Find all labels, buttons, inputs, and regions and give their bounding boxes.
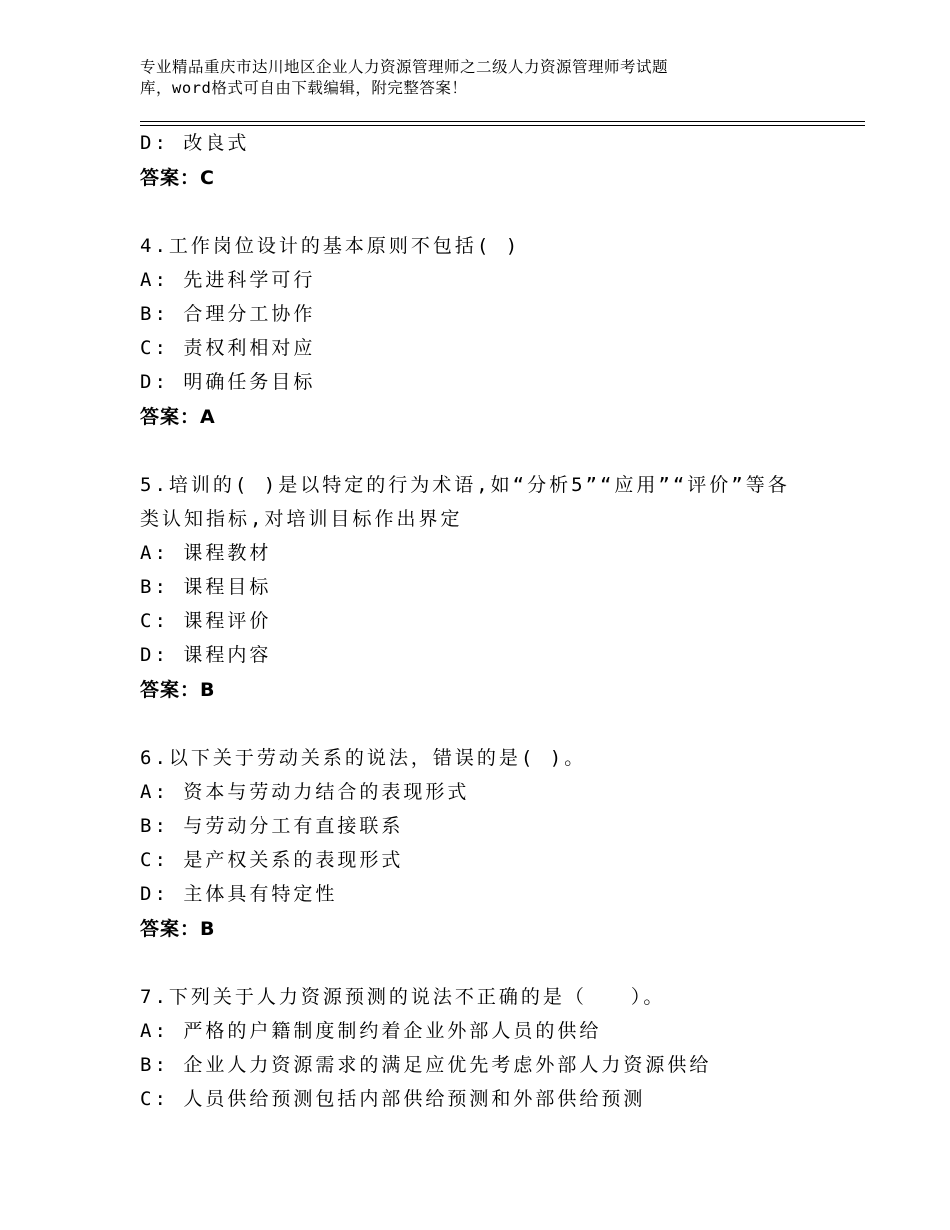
q5-option-b: B: 课程目标 [140, 576, 272, 598]
header-divider [140, 121, 865, 126]
q5-answer: 答案：B [140, 679, 216, 701]
q4-answer: 答案：A [140, 406, 216, 428]
q5-stem-line-2: 类认知指标,对培训目标作出界定 [140, 508, 463, 530]
header-line-1: 专业精品重庆市达川地区企业人力资源管理师之二级人力资源管理师考试题 [140, 58, 669, 76]
q4-option-a: A: 先进科学可行 [140, 269, 316, 291]
header-line-2: 库，word格式可自由下载编辑，附完整答案！ [140, 79, 468, 97]
document-header [140, 57, 840, 99]
q6-answer: 答案：B [140, 918, 216, 940]
q6-stem: 6.以下关于劳动关系的说法，错误的是( )。 [140, 747, 587, 769]
q4-option-c: C: 责权利相对应 [140, 337, 316, 359]
q6-option-c: C: 是产权关系的表现形式 [140, 849, 404, 871]
q6-option-d: D: 主体具有特定性 [140, 883, 338, 905]
q4-option-d: D: 明确任务目标 [140, 371, 316, 393]
q5-option-a: A: 课程教材 [140, 542, 272, 564]
q5-option-c: C: 课程评价 [140, 610, 272, 632]
q4-stem: 4.工作岗位设计的基本原则不包括( ) [140, 235, 521, 257]
q7-option-b: B: 企业人力资源需求的满足应优先考虑外部人力资源供给 [140, 1054, 712, 1076]
q5-stem-line-1: 5.培训的( )是以特定的行为术语,如“分析5”“应用”“评价”等各 [140, 474, 790, 496]
q3-answer: 答案：C [140, 167, 215, 189]
q5-option-d: D: 课程内容 [140, 644, 272, 666]
q7-option-c: C: 人员供给预测包括内部供给预测和外部供给预测 [140, 1088, 646, 1110]
q7-option-a: A: 严格的户籍制度制约着企业外部人员的供给 [140, 1020, 602, 1042]
q6-option-b: B: 与劳动分工有直接联系 [140, 815, 404, 837]
q4-option-b: B: 合理分工协作 [140, 303, 316, 325]
q6-option-a: A: 资本与劳动力结合的表现形式 [140, 781, 470, 803]
q3-option-d: D: 改良式 [140, 132, 250, 154]
q7-stem: 7.下列关于人力资源预测的说法不正确的是（ ）。 [140, 986, 666, 1008]
